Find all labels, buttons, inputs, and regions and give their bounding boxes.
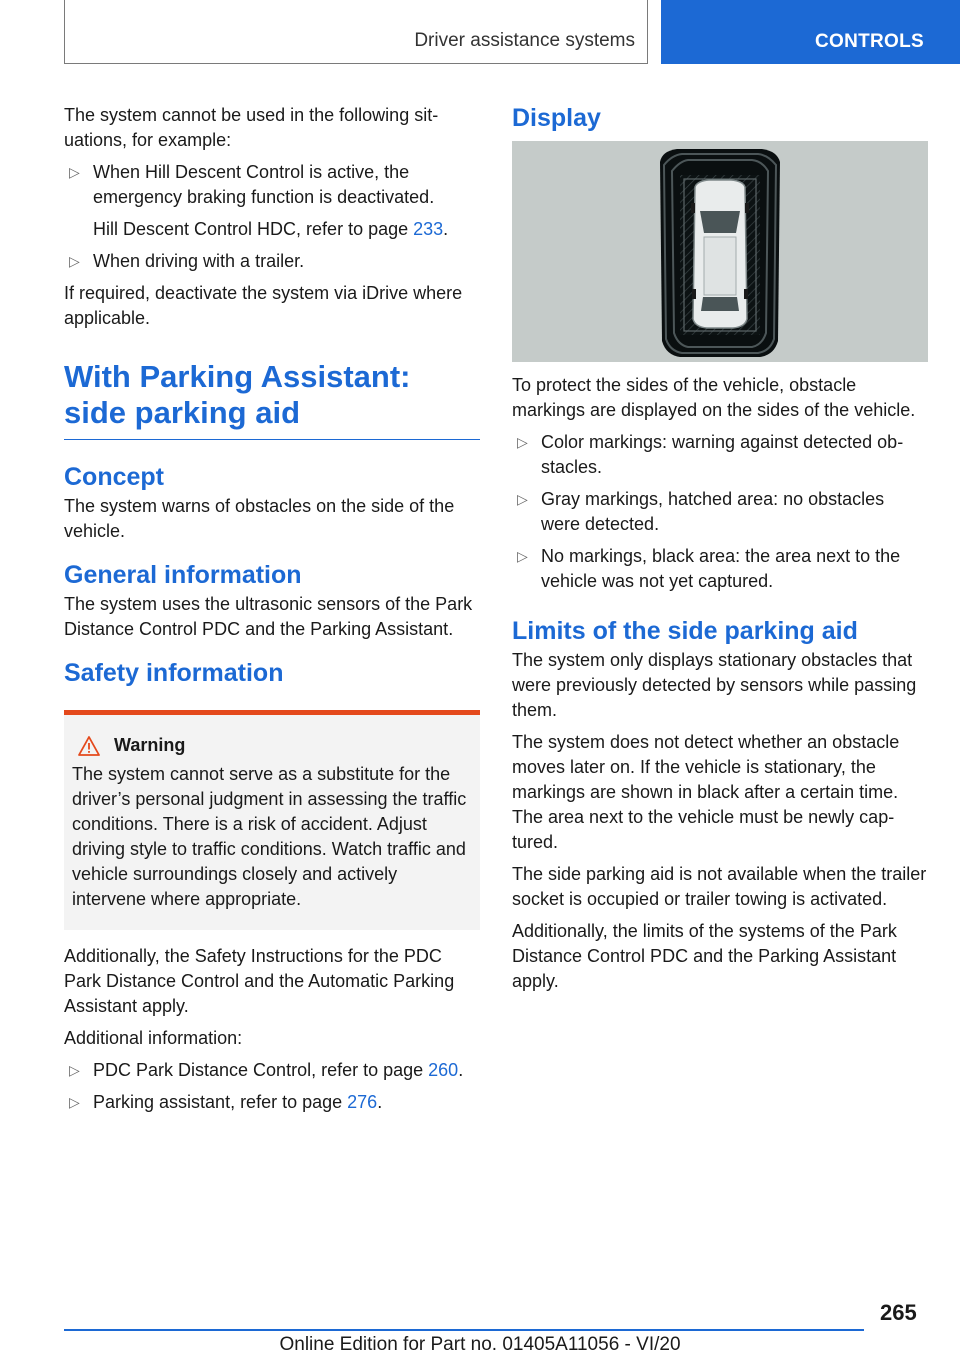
limits-text: The side parking aid is not available when the trailer socket is occupied or trailer towing is activated. — [512, 864, 927, 909]
list-item: ▷ Gray markings, hatched area: no obstacles were detected. — [517, 489, 885, 534]
side-parking-display-image — [512, 141, 928, 362]
markings-list — [512, 430, 928, 594]
warning-text: The system cannot serve as a substitute for the driver’s personal judgment in assessing the traffic conditions. There is a risk of accident. Adjust driving style to traffic conditions. Watch traffic and vehicle surroundings closely and actively intervene where appropriate. — [72, 764, 467, 909]
edition-footer: Online Edition for Part no. 01405A11056 - VI/20 — [279, 1334, 681, 1355]
display-heading: Display — [512, 104, 601, 132]
list-item: ▷ Parking assistant, refer to page 276. — [64, 1090, 480, 1115]
references-list — [64, 1058, 480, 1115]
intro-text: The system cannot be used in the following situations, for example: — [64, 105, 439, 150]
general-info-text: The system uses the ultrasonic sensors of the Park Distance Control PDC and the Parking Assistant. — [64, 594, 473, 639]
triangle-bullet-icon: ▷ — [69, 164, 80, 180]
triangle-bullet-icon: ▷ — [517, 434, 528, 450]
general-info-heading: General information — [64, 561, 302, 589]
section-heading: With Parking Assistant: side parking aid — [64, 359, 480, 440]
page-link[interactable]: 276 — [347, 1092, 378, 1112]
warning-triangle-icon — [78, 736, 100, 756]
warning-box — [64, 710, 480, 930]
display-text: To protect the sides of the vehicle, obstacle markings are displayed on the sides of the vehicle. — [512, 375, 916, 420]
limits-text: The system only displays stationary obstacles that were previously detected by sensors while passing them. — [512, 650, 917, 720]
page-link[interactable]: 260 — [428, 1060, 459, 1080]
page-link[interactable]: 233 — [413, 219, 444, 239]
triangle-bullet-icon: ▷ — [69, 1062, 80, 1078]
list-item: ▷ PDC Park Distance Control, refer to page 260. — [64, 1058, 480, 1083]
deactivate-text: If required, deactivate the system via iDrive where applicable. — [64, 283, 463, 328]
limits-text: The system does not detect whether an obstacle moves later on. If the vehicle is stationary, the markings are shown in black after a certain time. The area next to the vehicle must be newly captured. — [512, 732, 900, 852]
footer-divider — [64, 1329, 864, 1331]
list-item: ▷ No markings, black area: the area next to the vehicle was not yet captured. — [517, 546, 901, 591]
section-title: Driver assistance systems — [414, 30, 635, 51]
cross-reference: Hill Descent Control HDC, refer to page 233. — [93, 219, 449, 239]
triangle-bullet-icon: ▷ — [517, 491, 528, 507]
limits-heading: Limits of the side parking aid — [512, 617, 858, 645]
page-number: 265 — [880, 1300, 917, 1325]
chapter-tab[interactable] — [661, 0, 960, 64]
vehicle-top-view-illustration — [512, 141, 928, 362]
additional-safety-text: Additionally, the Safety Instructions for the PDC Park Distance Control and the Automatic Parking Assistant apply. — [64, 946, 455, 1016]
header-frame — [64, 0, 648, 64]
concept-text: The system warns of obstacles on the side of the vehicle. — [64, 496, 455, 541]
triangle-bullet-icon: ▷ — [69, 253, 80, 269]
limits-text: Additionally, the limits of the systems of the Park Distance Control PDC and the Parking Assistant apply. — [512, 921, 897, 991]
safety-info-heading: Safety information — [64, 659, 284, 687]
triangle-bullet-icon: ▷ — [69, 1094, 80, 1110]
left-column — [64, 103, 480, 1122]
situations-list — [64, 160, 480, 274]
warning-title: Warning — [114, 735, 186, 755]
list-item: ▷ When Hill Descent Control is active, the emergency braking function is deactivated. Hill Descent Control HDC, refer to page 233. — [64, 160, 480, 242]
chapter-tab-label: CONTROLS — [815, 31, 925, 52]
list-item: ▷ When driving with a trailer. — [64, 249, 480, 274]
additional-info-label: Additional information: — [64, 1028, 243, 1048]
right-column — [512, 103, 928, 1001]
triangle-bullet-icon: ▷ — [517, 548, 528, 564]
concept-heading: Concept — [64, 463, 164, 491]
list-item: ▷ Color markings: warning against detected obstacles. — [517, 432, 904, 477]
